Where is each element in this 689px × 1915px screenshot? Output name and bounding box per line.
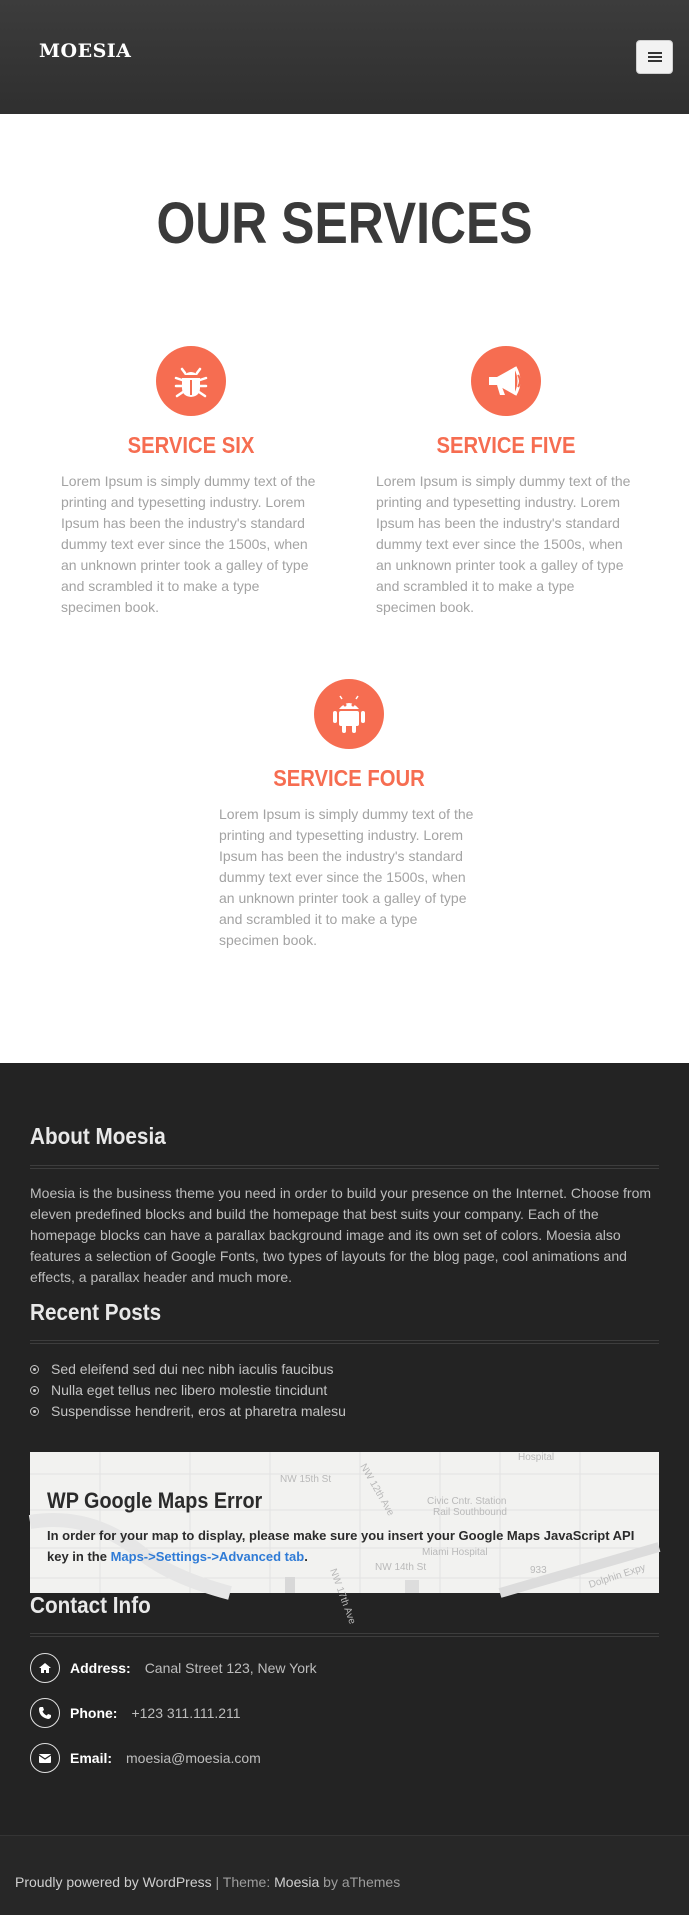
contact-value: Canal Street 123, New York	[144, 1660, 317, 1676]
recent-post-link[interactable]: Suspendisse hendrerit, eros at pharetra malesu	[30, 1401, 346, 1422]
widget-divider	[30, 1165, 659, 1169]
map-label: 933	[530, 1565, 547, 1576]
service-icon-circle	[314, 679, 384, 749]
widget-divider	[30, 1340, 659, 1344]
map-label: Dolphin Expy	[587, 1562, 647, 1591]
contact-value[interactable]: moesia@moesia.com	[126, 1750, 261, 1766]
map-error-title: WP Google Maps Error	[47, 1488, 263, 1513]
service-five	[376, 346, 636, 618]
service-description: Lorem Ipsum is simply dummy text of the printing and typesetting industry. Lorem Ipsum has been the industry's standard dummy text ever since the 1500s, when an unknown printer took a galley of type and scrambled it to make a type specimen book.	[219, 806, 474, 948]
theme-link[interactable]: Moesia	[274, 1874, 320, 1890]
map-label: Miami Hospital	[422, 1547, 488, 1558]
circle-bullet-icon	[30, 1407, 39, 1416]
envelope-icon	[30, 1743, 60, 1773]
map-label: Rail Southbound	[433, 1507, 507, 1518]
recent-post-link[interactable]: Nulla eget tellus nec libero molestie tincidunt	[30, 1380, 346, 1401]
map-label: NW 12th Ave	[357, 1462, 397, 1518]
service-icon-circle	[156, 346, 226, 416]
services-title: OUR SERVICES	[156, 191, 533, 256]
map-label: Civic Cntr. Station	[427, 1496, 507, 1507]
service-four	[219, 679, 479, 951]
phone-icon	[30, 1698, 60, 1728]
recent-post-link[interactable]: Sed eleifend sed dui nec nibh iaculis faucibus	[30, 1359, 346, 1380]
contact-label: Email:	[70, 1750, 113, 1766]
menu-toggle-button[interactable]	[636, 40, 673, 74]
service-title: SERVICE SIX	[127, 432, 255, 458]
hamburger-icon	[648, 51, 662, 63]
contact-label: Address:	[70, 1660, 131, 1676]
service-title: SERVICE FIVE	[436, 432, 576, 458]
map-label: Hospital	[518, 1452, 555, 1463]
site-info	[0, 1835, 689, 1915]
circle-bullet-icon	[30, 1365, 39, 1374]
android-icon	[329, 693, 369, 735]
home-icon	[30, 1653, 60, 1683]
site-header	[0, 0, 689, 114]
recent-posts-title: Recent Posts	[30, 1299, 162, 1325]
contact-label: Phone:	[70, 1705, 118, 1721]
widget-divider	[30, 1633, 659, 1637]
service-six	[61, 346, 321, 618]
map-label: NW 14th St	[375, 1562, 427, 1573]
wordpress-link[interactable]: Proudly powered by WordPress	[15, 1874, 212, 1890]
service-title: SERVICE FOUR	[273, 765, 425, 791]
bug-icon	[171, 361, 211, 401]
footer-credits: Proudly powered by WordPress | Theme: Moesia by aThemes	[15, 1874, 401, 1890]
contact-title: Contact Info	[30, 1592, 151, 1618]
contact-value: +123 311.111.211	[131, 1705, 241, 1721]
service-description: Lorem Ipsum is simply dummy text of the printing and typesetting industry. Lorem Ipsum has been the industry's standard dummy text ever since the 1500s, when an unknown printer took a galley of type and scrambled it to make a type specimen book.	[61, 473, 316, 615]
contact-phone	[30, 1698, 241, 1728]
map-error-text: In order for your map to display, please make sure you insert your Google Maps JavaScript API key in the Maps->Settings->Advanced tab.	[47, 1528, 635, 1564]
service-description: Lorem Ipsum is simply dummy text of the printing and typesetting industry. Lorem Ipsum has been the industry's standard dummy text ever since the 1500s, when an unknown printer took a galley of type and scrambled it to make a type specimen book.	[376, 473, 631, 615]
service-icon-circle	[471, 346, 541, 416]
contact-email	[30, 1743, 261, 1773]
map-label: NW 15th St	[280, 1474, 332, 1485]
map-settings-link[interactable]: Maps->Settings->Advanced tab	[110, 1549, 305, 1564]
contact-address	[30, 1653, 317, 1683]
site-logo[interactable]: MOESIA	[39, 40, 132, 62]
map-label: NW 17th Ave	[327, 1567, 358, 1626]
circle-bullet-icon	[30, 1386, 39, 1395]
about-title: About Moesia	[30, 1123, 166, 1149]
recent-posts-list	[30, 1359, 346, 1422]
about-text: Moesia is the business theme you need in order to build your presence on the Internet. Choose from eleven predefined blocks and build the homepage that best suits your company. Each of the homepage blocks can have a parallax background image and its own set of colors. Moesia also features a selection of Google Fonts, two types of layouts for the blog page, cool animations and effects, a parallax header and much more.	[30, 1185, 652, 1285]
bullhorn-icon	[485, 361, 527, 401]
